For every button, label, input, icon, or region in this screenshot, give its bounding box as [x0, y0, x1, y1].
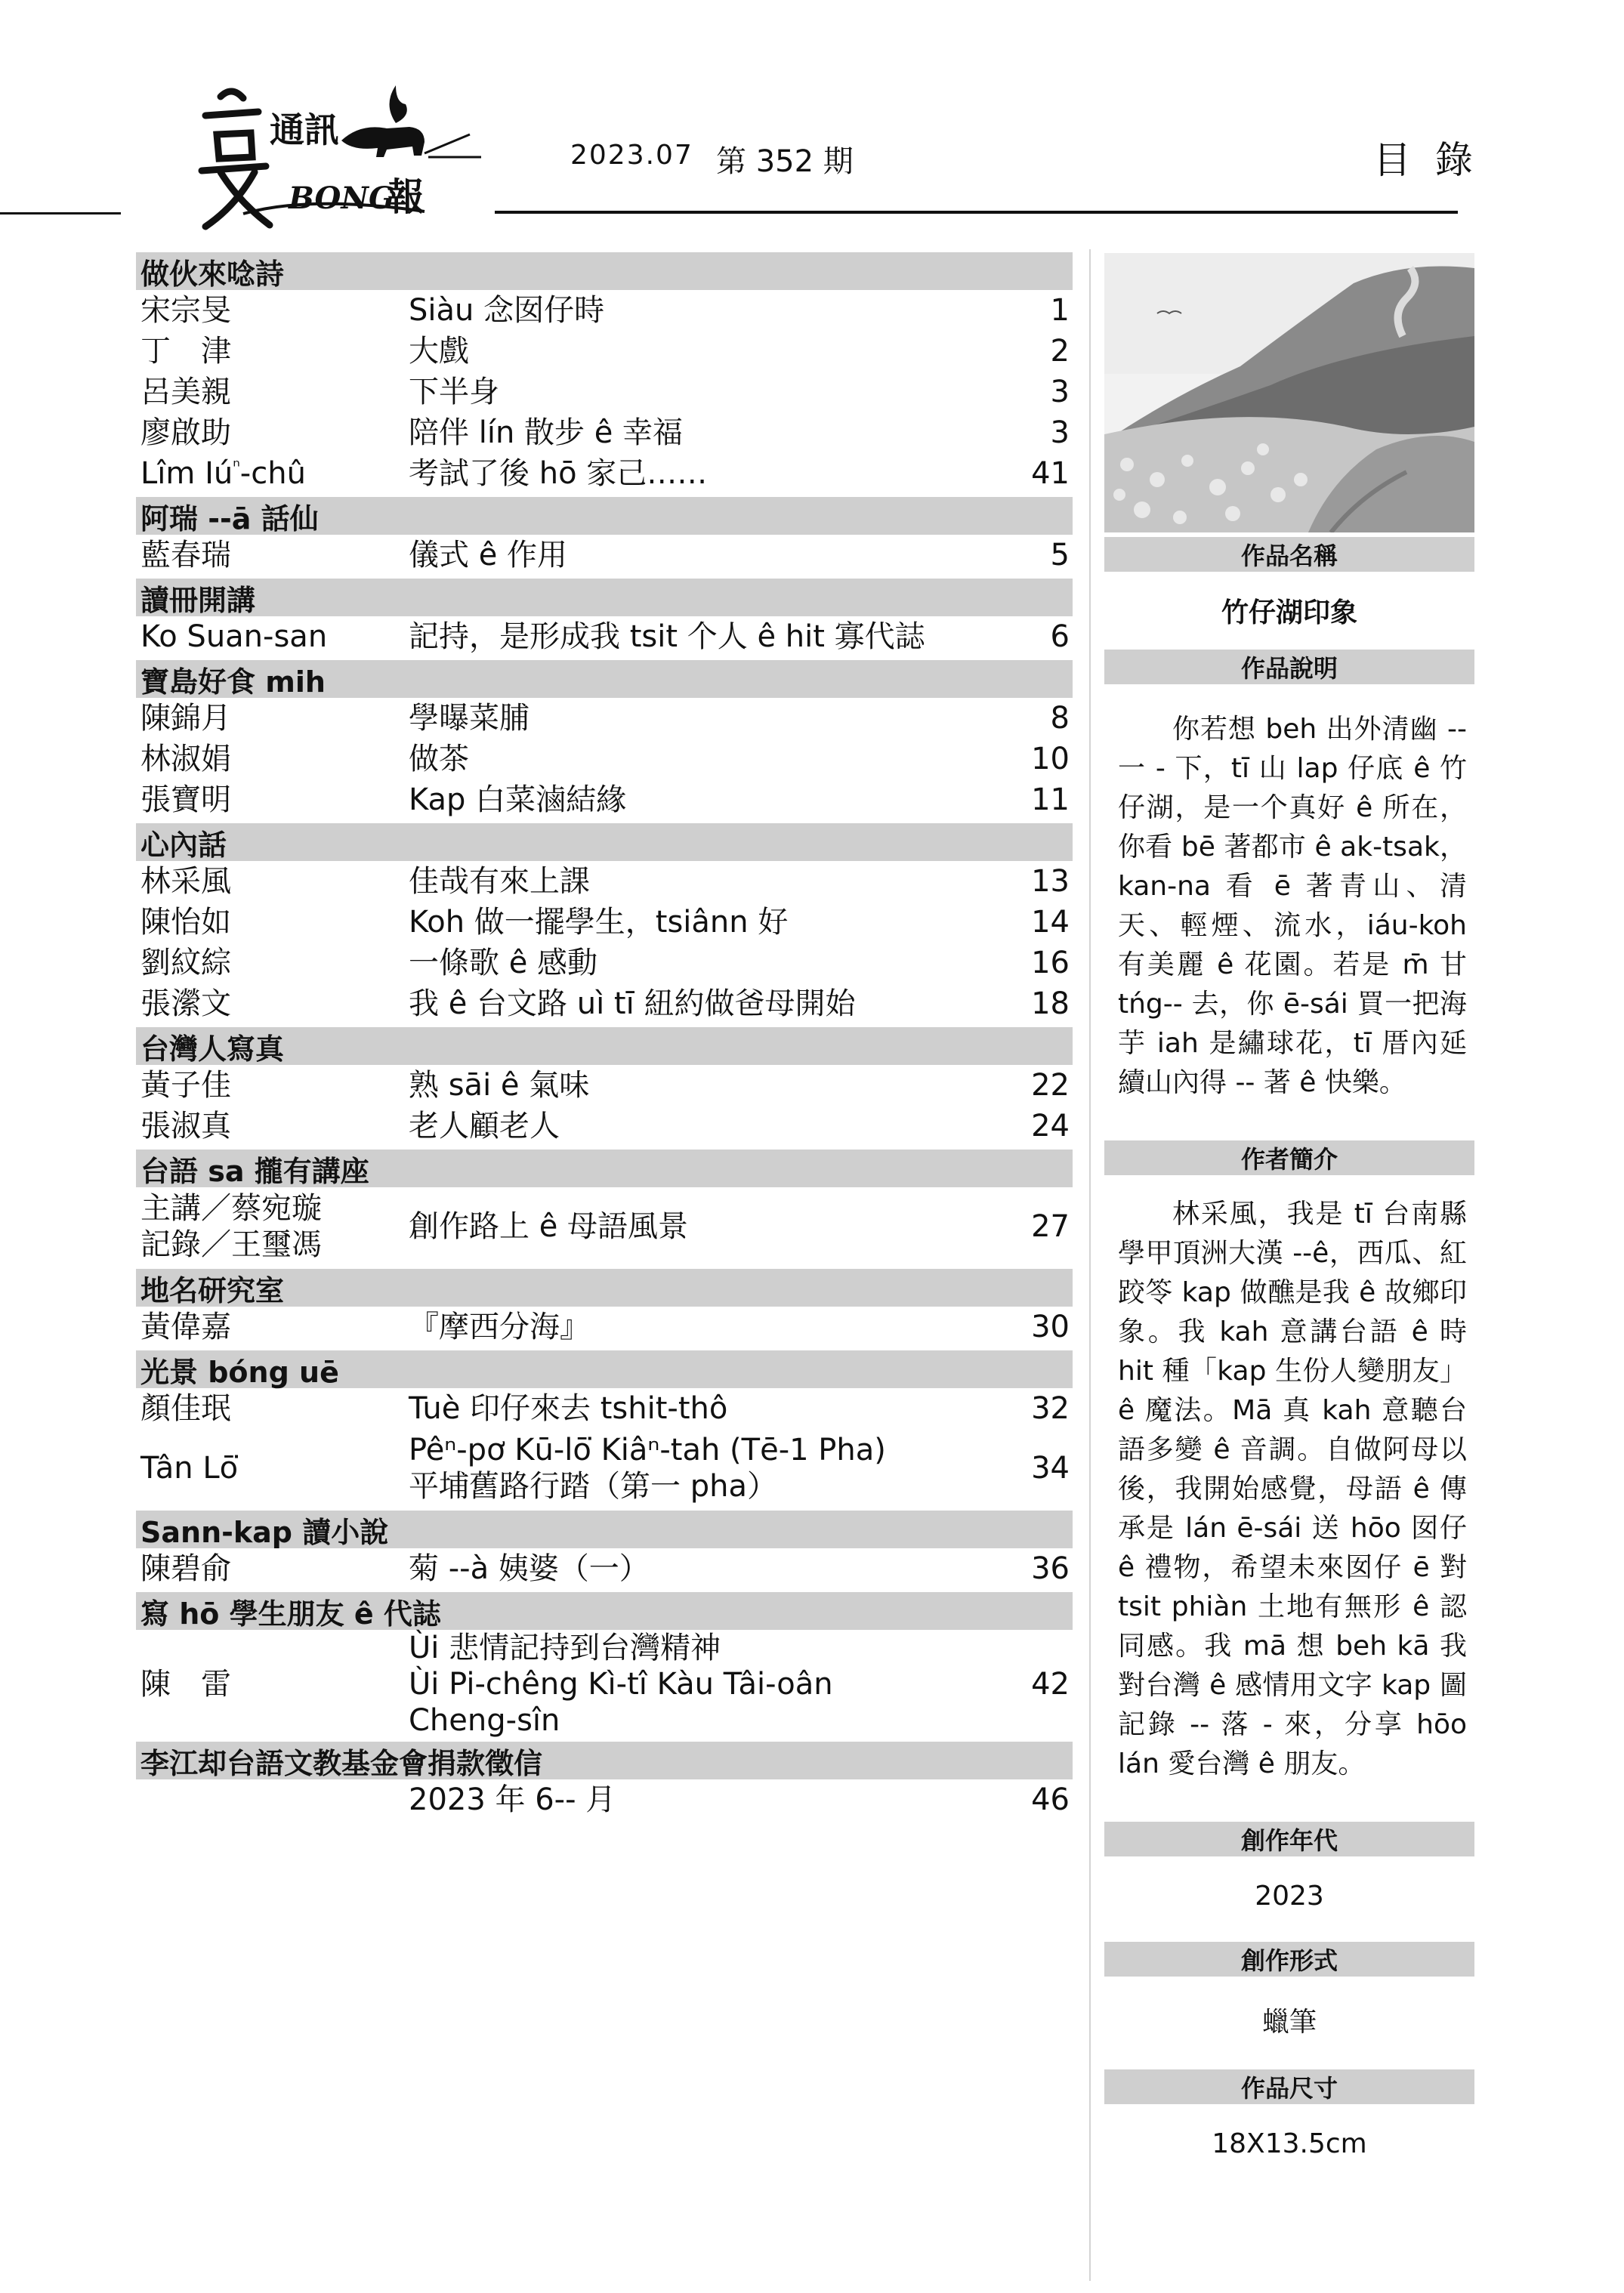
author-part: -chû	[239, 456, 306, 491]
toc-entry[interactable]	[136, 412, 1073, 453]
entry-author: 林淑娟	[140, 742, 231, 776]
entry-title: 2023 年 6-- 月	[409, 1782, 616, 1817]
toc-section-heading: 台灣人寫真	[136, 1027, 1073, 1065]
entry-author: 劉紋綜	[140, 946, 231, 980]
entry-author: 陳怡如	[140, 905, 231, 940]
toc-entry[interactable]	[136, 1187, 1073, 1266]
header-rule-right	[495, 211, 1458, 214]
entry-page: 6	[1050, 619, 1070, 654]
entry-title: 儀式 ê 作用	[409, 538, 568, 572]
artwork-size: 18X13.5cm	[1212, 2128, 1367, 2159]
entry-title: 做茶	[409, 742, 469, 776]
entry-page: 36	[1031, 1551, 1070, 1586]
toc-entry[interactable]	[136, 1106, 1073, 1146]
entry-speaker: 主講／蔡宛璇	[140, 1191, 322, 1226]
artwork-description: 你若想 beh 出外清幽 -- 一 - 下，tī 山 lap 仔底 ê 竹仔湖，是一个真好 ê 所在，你看 bē 著都市 ê ak-tsak，kan-na 看 ē 著青山、清天、輕煙、流水，iáu-koh 有美麗 ê 花園。若是 m̄ 甘 tńg-- 去，你 ē-sái 買一把海芋 iah 是繡球花，tī 厝內延續山內得 -- 著 ê 快樂。	[1118, 714, 1467, 1098]
toc-section-heading: 寶島好食 mih	[136, 660, 1073, 698]
entry-title-line: Ùi 悲情記持到台灣精神	[409, 1631, 721, 1665]
toc-entry[interactable]	[136, 1429, 1073, 1508]
section-title: 目 錄	[1373, 138, 1479, 182]
entry-author	[136, 1190, 409, 1263]
toc-section-heading: Sann-kap 讀小說	[136, 1511, 1073, 1548]
entry-author	[136, 455, 409, 492]
entry-title: Kap 白菜滷結緣	[409, 782, 627, 817]
author-superscript: ⁿ	[233, 455, 240, 477]
toc-entry[interactable]	[136, 1065, 1073, 1106]
entry-title: 大戲	[409, 334, 469, 369]
author-intro-label: 作者簡介	[1104, 1140, 1474, 1175]
entry-title: 下半身	[409, 375, 499, 409]
toc-entry[interactable]	[136, 372, 1073, 412]
entry-author: 黃偉嘉	[140, 1310, 231, 1344]
entry-page: 18	[1031, 986, 1070, 1021]
entry-title: 創作路上 ê 母語風景	[409, 1209, 689, 1244]
toc-section-heading: 做伙來唸詩	[136, 252, 1073, 290]
entry-page: 27	[1031, 1209, 1070, 1244]
author-intro: 林采風，我是 tī 台南縣學甲頂洲大漢 --ê，西瓜、紅跤笭 kap 做醮是我 ê 故鄉印象。我 kah 意講台語 ê 時 hit 種「kap 生份人變朋友」ê 魔法。Mā 真 kah 意聽台語多變 ê 音調。自做阿母以後，我開始感覺，母語 ê 傳承是 lán ē-sái 送 hōo 囡仔 ê 禮物，希望未來囡仔 ē 對 tsit phiàn 土地有無形 ê 認同感。我 mā 想 beh kā 我對台灣 ê 感情用文字 kap 圖記錄 -- 落 - 來，分享 hōo lán 愛台灣 ê 朋友。	[1118, 1199, 1467, 1779]
entry-author: 丁 津	[140, 334, 231, 369]
entry-author: 藍春瑞	[140, 538, 231, 572]
entry-title: 一條歌 ê 感動	[409, 946, 598, 980]
toc-section-heading: 地名研究室	[136, 1269, 1073, 1307]
artwork-size-label: 作品尺寸	[1104, 2069, 1474, 2104]
entry-author: 陳碧俞	[140, 1551, 231, 1586]
entry-title: Tuè 印仔來去 tshit-thô	[409, 1391, 728, 1426]
entry-author: 廖啟助	[140, 415, 231, 450]
column-divider	[1089, 249, 1091, 2281]
entry-title-line: Pêⁿ-pơ Kū-lō͘ Kiâⁿ-tah (Tē-1 Pha)	[409, 1433, 886, 1467]
header-rule-left	[0, 212, 121, 214]
creation-year: 2023	[1255, 1881, 1324, 1912]
artwork-name: 竹仔湖印象	[1221, 597, 1357, 628]
entry-author: 張寶明	[140, 782, 231, 817]
entry-page: 5	[1050, 538, 1070, 572]
entry-page: 8	[1050, 701, 1070, 736]
entry-title	[409, 1630, 949, 1739]
magazine-logo	[198, 82, 485, 233]
entry-title: 菊 --à 姨婆（一）	[409, 1551, 650, 1586]
toc-entry[interactable]	[136, 983, 1073, 1024]
toc-entry[interactable]	[136, 739, 1073, 779]
artwork-description-label: 作品說明	[1104, 650, 1474, 684]
entry-author: 宋宗旻	[140, 293, 231, 328]
toc-entry[interactable]	[136, 902, 1073, 943]
creation-medium-label: 創作形式	[1104, 1942, 1474, 1977]
entry-page: 13	[1031, 864, 1070, 899]
entry-title: 我 ê 台文路 uì tī 紐約做爸母開始	[409, 986, 856, 1021]
entry-page: 34	[1031, 1451, 1070, 1486]
entry-page: 3	[1050, 375, 1070, 409]
entry-page: 10	[1031, 742, 1070, 776]
toc-entry[interactable]	[136, 1307, 1073, 1347]
entry-author: 陳 雷	[140, 1667, 231, 1702]
entry-author: 陳錦月	[140, 701, 231, 736]
entry-page: 22	[1031, 1068, 1070, 1103]
entry-title: 佳哉有來上課	[409, 864, 590, 899]
toc-section-heading: 讀冊開講	[136, 579, 1073, 616]
entry-title: 考試了後 hō 家己……	[409, 456, 708, 491]
entry-page: 16	[1031, 946, 1070, 980]
toc-section-heading: 光景 bóng uē	[136, 1350, 1073, 1388]
entry-page: 42	[1031, 1667, 1070, 1702]
toc-entry[interactable]	[136, 1388, 1073, 1429]
table-of-contents	[136, 249, 1073, 1820]
svg-text:報: 報	[387, 174, 425, 219]
entry-title: Siàu 念囡仔時	[409, 293, 605, 328]
entry-page: 30	[1031, 1310, 1070, 1344]
toc-entry[interactable]	[136, 1779, 1073, 1820]
toc-entry[interactable]	[136, 331, 1073, 372]
entry-title: Koh 做一擺學生，tsiânn 好	[409, 905, 789, 940]
toc-entry[interactable]	[136, 535, 1073, 576]
entry-author: 張淑真	[140, 1109, 231, 1143]
toc-entry[interactable]	[136, 779, 1073, 820]
entry-page: 41	[1031, 456, 1070, 491]
entry-page: 1	[1050, 293, 1070, 328]
toc-section-heading: 李江却台語文教基金會捐款徵信	[136, 1742, 1073, 1779]
entry-author: 顏佳珉	[140, 1391, 231, 1426]
cover-artwork	[1104, 253, 1474, 532]
svg-text:BONG: BONG	[289, 181, 395, 216]
entry-title-line: Ùi Pi-chêng Kì-tî Kàu Tâi-oân Cheng-sîn	[409, 1667, 833, 1738]
toc-entry[interactable]	[136, 861, 1073, 902]
issue-date: 2023.07	[570, 140, 693, 171]
creation-medium: 蠟筆	[1261, 2007, 1317, 2038]
entry-page: 14	[1031, 905, 1070, 940]
creation-year-label: 創作年代	[1104, 1822, 1474, 1856]
entry-title: 陪伴 lín 散步 ê 幸福	[409, 415, 684, 450]
toc-entry[interactable]	[136, 698, 1073, 739]
entry-recorder: 記錄／王璽馮	[140, 1227, 322, 1262]
entry-page: 3	[1050, 415, 1070, 450]
entry-title: 學曝菜脯	[409, 701, 529, 736]
cover-art-panel	[1104, 253, 1474, 2159]
entry-title-line: 平埔舊路行踏（第一 pha）	[409, 1469, 777, 1504]
toc-entry[interactable]	[136, 943, 1073, 983]
entry-page: 46	[1031, 1782, 1070, 1817]
entry-author: Ko Suan-san	[140, 619, 328, 654]
toc-section-heading: 台語 sa 攏有講座	[136, 1150, 1073, 1187]
entry-author: Tân Lō͘	[140, 1451, 239, 1486]
toc-entry[interactable]	[136, 616, 1073, 657]
entry-page: 32	[1031, 1391, 1070, 1426]
toc-entry[interactable]	[136, 290, 1073, 331]
issue-number: 第 352 期	[716, 144, 854, 179]
artwork-name-label: 作品名稱	[1104, 537, 1474, 572]
entry-page: 2	[1050, 334, 1070, 369]
entry-page: 24	[1031, 1109, 1070, 1143]
entry-author: 呂美親	[140, 375, 231, 409]
entry-author: 林采風	[140, 864, 231, 899]
svg-text:通訊: 通訊	[270, 110, 339, 150]
entry-title: 老人顧老人	[409, 1109, 560, 1143]
entry-title: 記持，是形成我 tsit 个人 ê hit 寡代誌	[409, 619, 925, 654]
entry-page: 11	[1031, 782, 1070, 817]
toc-entry[interactable]	[136, 1548, 1073, 1589]
entry-title: 『摩西分海』	[409, 1310, 590, 1344]
toc-entry[interactable]	[136, 1630, 1073, 1739]
entry-author: 黃子佳	[140, 1068, 231, 1103]
entry-title: 熟 sāi ê 氣味	[409, 1068, 590, 1103]
entry-author: 張瀠文	[140, 986, 231, 1021]
toc-section-heading: 寫 hō 學生朋友 ê 代誌	[136, 1592, 1073, 1630]
entry-title	[409, 1432, 949, 1504]
toc-section-heading: 阿瑞 --ā 話仙	[136, 497, 1073, 535]
toc-entry[interactable]	[136, 453, 1073, 494]
author-part: Lîm Iú	[140, 456, 233, 491]
toc-section-heading: 心內話	[136, 823, 1073, 861]
